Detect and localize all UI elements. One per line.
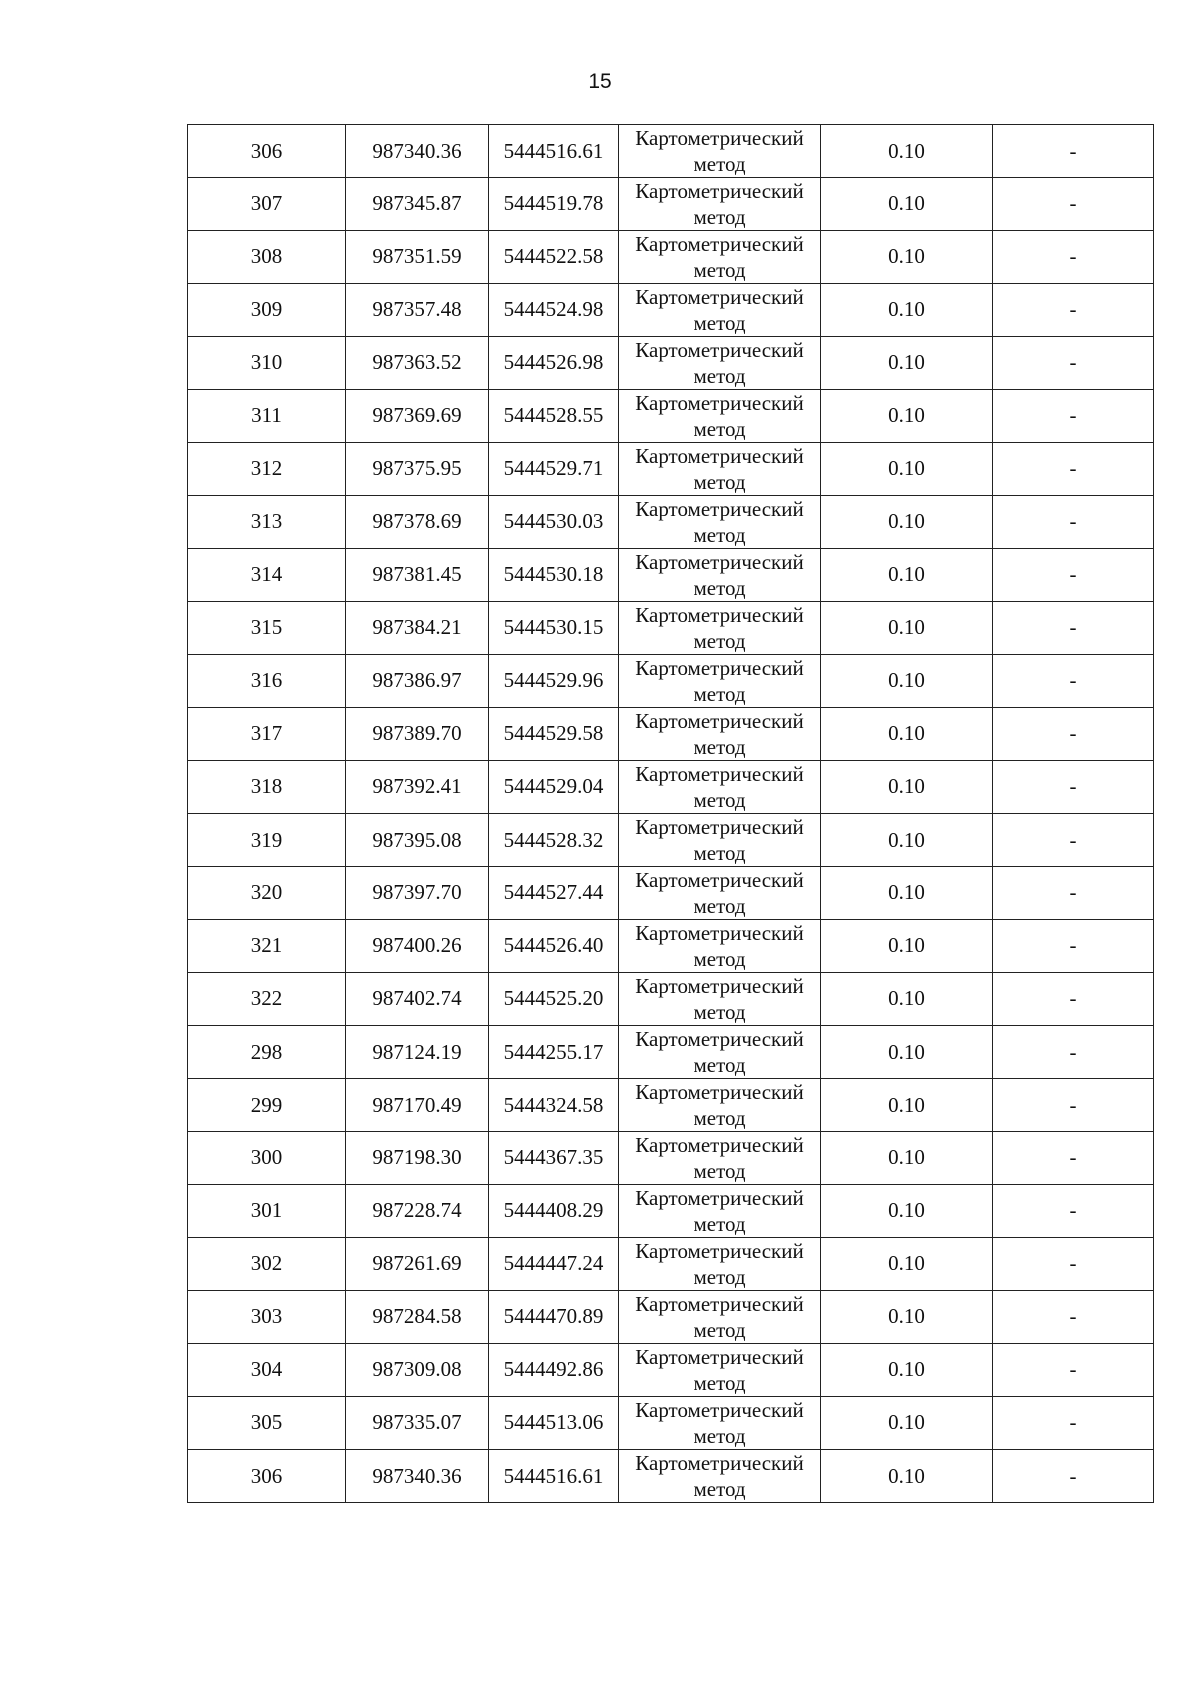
accuracy-cell: 0.10 <box>821 602 993 655</box>
accuracy-cell: 0.10 <box>821 443 993 496</box>
note-cell: - <box>993 708 1154 761</box>
y-coordinate-cell: 5444524.98 <box>489 284 619 337</box>
method-text: Картометрический <box>635 497 804 521</box>
x-coordinate-cell: 987335.07 <box>346 1397 489 1450</box>
x-coordinate-cell: 987400.26 <box>346 920 489 973</box>
x-coordinate-cell: 987395.08 <box>346 814 489 867</box>
x-coordinate-cell: 987345.87 <box>346 178 489 231</box>
note-cell: - <box>993 496 1154 549</box>
table-row <box>188 284 1154 337</box>
method-text: Картометрический <box>635 921 804 945</box>
accuracy-cell: 0.10 <box>821 1291 993 1344</box>
point-number-cell: 300 <box>188 1132 346 1185</box>
method-cell <box>619 496 821 549</box>
accuracy-cell: 0.10 <box>821 178 993 231</box>
method-cell <box>619 1450 821 1503</box>
table-row <box>188 549 1154 602</box>
method-text: Картометрический <box>635 126 804 150</box>
y-coordinate-cell: 5444526.98 <box>489 337 619 390</box>
table-row <box>188 761 1154 814</box>
y-coordinate-cell: 5444522.58 <box>489 231 619 284</box>
accuracy-cell: 0.10 <box>821 1450 993 1503</box>
note-cell: - <box>993 1079 1154 1132</box>
method-text: Картометрический <box>635 1345 804 1369</box>
method-text: метод <box>693 1106 746 1130</box>
table-row <box>188 231 1154 284</box>
y-coordinate-cell: 5444526.40 <box>489 920 619 973</box>
note-cell: - <box>993 1344 1154 1397</box>
note-cell: - <box>993 1185 1154 1238</box>
y-coordinate-cell: 5444530.15 <box>489 602 619 655</box>
point-number-cell: 314 <box>188 549 346 602</box>
method-cell <box>619 602 821 655</box>
method-text: метод <box>693 682 746 706</box>
method-text: метод <box>693 1000 746 1024</box>
table-row <box>188 602 1154 655</box>
method-text: метод <box>693 1424 746 1448</box>
coordinates-table <box>187 124 1154 1503</box>
x-coordinate-cell: 987340.36 <box>346 1450 489 1503</box>
method-text: метод <box>693 947 746 971</box>
note-cell: - <box>993 973 1154 1026</box>
table-row <box>188 178 1154 231</box>
accuracy-cell: 0.10 <box>821 708 993 761</box>
table-row <box>188 1397 1154 1450</box>
y-coordinate-cell: 5444529.04 <box>489 761 619 814</box>
method-text: Картометрический <box>635 1133 804 1157</box>
point-number-cell: 317 <box>188 708 346 761</box>
method-cell <box>619 867 821 920</box>
method-text: Картометрический <box>635 338 804 362</box>
point-number-cell: 315 <box>188 602 346 655</box>
x-coordinate-cell: 987402.74 <box>346 973 489 1026</box>
x-coordinate-cell: 987351.59 <box>346 231 489 284</box>
point-number-cell: 320 <box>188 867 346 920</box>
accuracy-cell: 0.10 <box>821 390 993 443</box>
method-text: Картометрический <box>635 656 804 680</box>
method-text: Картометрический <box>635 603 804 627</box>
point-number-cell: 306 <box>188 125 346 178</box>
y-coordinate-cell: 5444492.86 <box>489 1344 619 1397</box>
note-cell: - <box>993 602 1154 655</box>
method-cell <box>619 973 821 1026</box>
point-number-cell: 301 <box>188 1185 346 1238</box>
note-cell: - <box>993 1026 1154 1079</box>
method-text: Картометрический <box>635 232 804 256</box>
method-text: метод <box>693 1053 746 1077</box>
point-number-cell: 302 <box>188 1238 346 1291</box>
note-cell: - <box>993 178 1154 231</box>
x-coordinate-cell: 987357.48 <box>346 284 489 337</box>
method-cell <box>619 1026 821 1079</box>
method-text: метод <box>693 576 746 600</box>
point-number-cell: 306 <box>188 1450 346 1503</box>
y-coordinate-cell: 5444530.03 <box>489 496 619 549</box>
accuracy-cell: 0.10 <box>821 231 993 284</box>
y-coordinate-cell: 5444324.58 <box>489 1079 619 1132</box>
note-cell: - <box>993 1291 1154 1344</box>
accuracy-cell: 0.10 <box>821 867 993 920</box>
x-coordinate-cell: 987392.41 <box>346 761 489 814</box>
table-row <box>188 655 1154 708</box>
method-text: метод <box>693 1159 746 1183</box>
method-text: Картометрический <box>635 444 804 468</box>
table-row <box>188 867 1154 920</box>
page-number: 15 <box>588 70 612 93</box>
point-number-cell: 313 <box>188 496 346 549</box>
method-cell <box>619 761 821 814</box>
method-text: Картометрический <box>635 1186 804 1210</box>
table-row <box>188 1132 1154 1185</box>
y-coordinate-cell: 5444528.32 <box>489 814 619 867</box>
method-cell <box>619 1079 821 1132</box>
table-row <box>188 708 1154 761</box>
point-number-cell: 298 <box>188 1026 346 1079</box>
x-coordinate-cell: 987124.19 <box>346 1026 489 1079</box>
method-text: метод <box>693 841 746 865</box>
note-cell: - <box>993 337 1154 390</box>
accuracy-cell: 0.10 <box>821 1132 993 1185</box>
y-coordinate-cell: 5444408.29 <box>489 1185 619 1238</box>
y-coordinate-cell: 5444513.06 <box>489 1397 619 1450</box>
method-cell <box>619 655 821 708</box>
accuracy-cell: 0.10 <box>821 1185 993 1238</box>
point-number-cell: 312 <box>188 443 346 496</box>
method-text: Картометрический <box>635 762 804 786</box>
note-cell: - <box>993 1132 1154 1185</box>
method-cell <box>619 178 821 231</box>
method-text: метод <box>693 894 746 918</box>
accuracy-cell: 0.10 <box>821 761 993 814</box>
x-coordinate-cell: 987228.74 <box>346 1185 489 1238</box>
method-cell <box>619 443 821 496</box>
note-cell: - <box>993 761 1154 814</box>
method-cell <box>619 390 821 443</box>
table-row <box>188 973 1154 1026</box>
method-cell <box>619 231 821 284</box>
table-row <box>188 920 1154 973</box>
point-number-cell: 303 <box>188 1291 346 1344</box>
x-coordinate-cell: 987384.21 <box>346 602 489 655</box>
method-text: метод <box>693 364 746 388</box>
table-row <box>188 1450 1154 1503</box>
method-text: метод <box>693 523 746 547</box>
table-row <box>188 1291 1154 1344</box>
accuracy-cell: 0.10 <box>821 549 993 602</box>
y-coordinate-cell: 5444447.24 <box>489 1238 619 1291</box>
point-number-cell: 321 <box>188 920 346 973</box>
note-cell: - <box>993 920 1154 973</box>
method-text: Картометрический <box>635 1027 804 1051</box>
accuracy-cell: 0.10 <box>821 284 993 337</box>
method-text: Картометрический <box>635 1080 804 1104</box>
note-cell: - <box>993 549 1154 602</box>
method-cell <box>619 814 821 867</box>
coordinates-table-body <box>188 125 1154 1503</box>
table-row <box>188 337 1154 390</box>
note-cell: - <box>993 1450 1154 1503</box>
method-cell <box>619 920 821 973</box>
method-cell <box>619 1291 821 1344</box>
method-cell <box>619 708 821 761</box>
point-number-cell: 322 <box>188 973 346 1026</box>
point-number-cell: 305 <box>188 1397 346 1450</box>
accuracy-cell: 0.10 <box>821 814 993 867</box>
x-coordinate-cell: 987369.69 <box>346 390 489 443</box>
accuracy-cell: 0.10 <box>821 1238 993 1291</box>
accuracy-cell: 0.10 <box>821 655 993 708</box>
x-coordinate-cell: 987309.08 <box>346 1344 489 1397</box>
method-text: метод <box>693 258 746 282</box>
point-number-cell: 316 <box>188 655 346 708</box>
method-cell <box>619 1397 821 1450</box>
note-cell: - <box>993 125 1154 178</box>
x-coordinate-cell: 987340.36 <box>346 125 489 178</box>
point-number-cell: 308 <box>188 231 346 284</box>
method-text: метод <box>693 1371 746 1395</box>
method-cell <box>619 1132 821 1185</box>
accuracy-cell: 0.10 <box>821 125 993 178</box>
y-coordinate-cell: 5444367.35 <box>489 1132 619 1185</box>
method-text: метод <box>693 470 746 494</box>
x-coordinate-cell: 987284.58 <box>346 1291 489 1344</box>
method-text: метод <box>693 311 746 335</box>
table-row <box>188 1344 1154 1397</box>
method-text: Картометрический <box>635 1451 804 1475</box>
table-row <box>188 390 1154 443</box>
method-text: метод <box>693 152 746 176</box>
table-row <box>188 443 1154 496</box>
method-text: метод <box>693 1265 746 1289</box>
x-coordinate-cell: 987397.70 <box>346 867 489 920</box>
table-row <box>188 1238 1154 1291</box>
y-coordinate-cell: 5444529.71 <box>489 443 619 496</box>
accuracy-cell: 0.10 <box>821 1079 993 1132</box>
y-coordinate-cell: 5444255.17 <box>489 1026 619 1079</box>
y-coordinate-cell: 5444529.96 <box>489 655 619 708</box>
method-cell <box>619 1185 821 1238</box>
x-coordinate-cell: 987261.69 <box>346 1238 489 1291</box>
x-coordinate-cell: 987381.45 <box>346 549 489 602</box>
method-text: Картометрический <box>635 815 804 839</box>
y-coordinate-cell: 5444529.58 <box>489 708 619 761</box>
y-coordinate-cell: 5444530.18 <box>489 549 619 602</box>
accuracy-cell: 0.10 <box>821 1026 993 1079</box>
note-cell: - <box>993 655 1154 708</box>
point-number-cell: 319 <box>188 814 346 867</box>
x-coordinate-cell: 987389.70 <box>346 708 489 761</box>
method-cell <box>619 337 821 390</box>
x-coordinate-cell: 987170.49 <box>346 1079 489 1132</box>
y-coordinate-cell: 5444527.44 <box>489 867 619 920</box>
note-cell: - <box>993 814 1154 867</box>
method-text: Картометрический <box>635 391 804 415</box>
method-text: Картометрический <box>635 179 804 203</box>
point-number-cell: 311 <box>188 390 346 443</box>
y-coordinate-cell: 5444528.55 <box>489 390 619 443</box>
table-row <box>188 125 1154 178</box>
method-text: Картометрический <box>635 550 804 574</box>
point-number-cell: 304 <box>188 1344 346 1397</box>
accuracy-cell: 0.10 <box>821 973 993 1026</box>
table-row <box>188 496 1154 549</box>
x-coordinate-cell: 987386.97 <box>346 655 489 708</box>
method-text: метод <box>693 1318 746 1342</box>
method-text: Картометрический <box>635 1292 804 1316</box>
method-text: метод <box>693 788 746 812</box>
method-text: метод <box>693 1477 746 1501</box>
point-number-cell: 299 <box>188 1079 346 1132</box>
accuracy-cell: 0.10 <box>821 496 993 549</box>
method-cell <box>619 125 821 178</box>
point-number-cell: 318 <box>188 761 346 814</box>
note-cell: - <box>993 1397 1154 1450</box>
method-cell <box>619 1238 821 1291</box>
note-cell: - <box>993 390 1154 443</box>
method-text: Картометрический <box>635 1239 804 1263</box>
note-cell: - <box>993 284 1154 337</box>
y-coordinate-cell: 5444516.61 <box>489 125 619 178</box>
note-cell: - <box>993 443 1154 496</box>
y-coordinate-cell: 5444525.20 <box>489 973 619 1026</box>
method-text: метод <box>693 417 746 441</box>
method-cell <box>619 284 821 337</box>
point-number-cell: 309 <box>188 284 346 337</box>
method-text: метод <box>693 205 746 229</box>
method-cell <box>619 1344 821 1397</box>
method-text: метод <box>693 735 746 759</box>
y-coordinate-cell: 5444519.78 <box>489 178 619 231</box>
point-number-cell: 307 <box>188 178 346 231</box>
y-coordinate-cell: 5444516.61 <box>489 1450 619 1503</box>
accuracy-cell: 0.10 <box>821 337 993 390</box>
table-row <box>188 814 1154 867</box>
note-cell: - <box>993 1238 1154 1291</box>
accuracy-cell: 0.10 <box>821 1397 993 1450</box>
y-coordinate-cell: 5444470.89 <box>489 1291 619 1344</box>
method-text: Картометрический <box>635 868 804 892</box>
x-coordinate-cell: 987375.95 <box>346 443 489 496</box>
table-row <box>188 1185 1154 1238</box>
x-coordinate-cell: 987363.52 <box>346 337 489 390</box>
method-text: Картометрический <box>635 1398 804 1422</box>
table-row <box>188 1079 1154 1132</box>
method-text: метод <box>693 1212 746 1236</box>
x-coordinate-cell: 987198.30 <box>346 1132 489 1185</box>
method-text: Картометрический <box>635 974 804 998</box>
method-cell <box>619 549 821 602</box>
table-row <box>188 1026 1154 1079</box>
method-text: Картометрический <box>635 285 804 309</box>
note-cell: - <box>993 867 1154 920</box>
x-coordinate-cell: 987378.69 <box>346 496 489 549</box>
note-cell: - <box>993 231 1154 284</box>
method-text: Картометрический <box>635 709 804 733</box>
method-text: метод <box>693 629 746 653</box>
accuracy-cell: 0.10 <box>821 920 993 973</box>
accuracy-cell: 0.10 <box>821 1344 993 1397</box>
point-number-cell: 310 <box>188 337 346 390</box>
